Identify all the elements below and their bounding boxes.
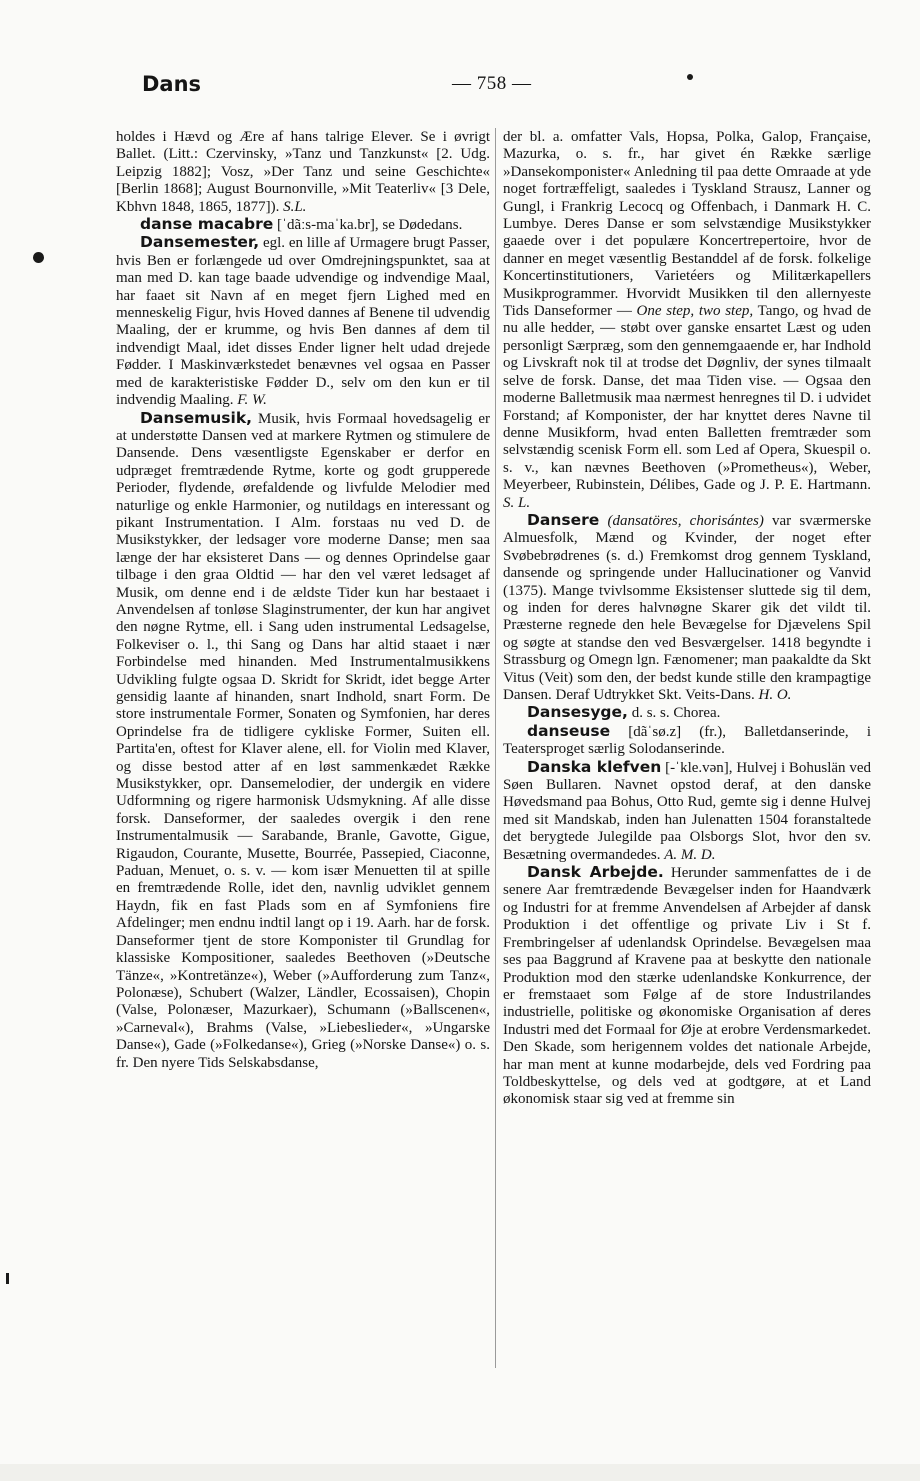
author-signature: S. L. <box>503 494 531 511</box>
entry-text: [ˈdãːs-maˈka.br], se Dødedans. <box>276 217 463 234</box>
author-signature: F. W. <box>237 392 267 409</box>
column-divider <box>495 128 496 1368</box>
author-signature: S.L. <box>283 198 307 215</box>
entry-dansemusik <box>116 410 490 1072</box>
entry-text: egl. en lille af Urmagere brugt Passer, hvis Ben er forlængede ud over Omdrejningspunktet, saa at man med D. kan tage baade udvendige og indvendige Maal, har faaet sit Navn af en meget fjern Lighed med en menneskelig Figur, hvis Hoved dannes af Benene til udvendig Maaling, der er krumme, og hvis Ben dannes af dem til indvendigt Maal, idet disses Ender ligner helt udad drejede Fødder. I Maskinværkstedet benævnes vel ogsaa en Passer med de karakteristiske Fødder D., selv om den kun er til indvendig Maaling. <box>116 235 490 409</box>
header-dot-mark <box>687 74 693 80</box>
entry-text: d. s. s. Chorea. <box>631 705 721 722</box>
right-column <box>503 129 871 1109</box>
entry-text: holdes i Hævd og Ære af hans talrige Elever. Se i øvrigt Ballet. (Litt.: Czervinsky, »Tanz und Tanzkunst« [2. Udg. Leipzig 1882]; Vosz, »Der Tanz und seine Geschichte« [Berlin 1868]; August Bournonville, »Mit Teaterliv« [3 Dele, Kbhvn 1848, 1865, 1877]). <box>116 129 490 215</box>
entry-headword: Dansesyge, <box>527 703 628 722</box>
entry-text: [-ˈkle.vən], Hulvej i Bohuslän ved Søen Bullaren. Navnet opstod deraf, at den danske Høvedsmand paa Bohus, Otto Rud, gemte sig i denne Hulvej med sit Mandskab, inden han Julenatten 1504 foranstaltede det berygtede Julegilde paa Olsborgs Slot, hvor den sv. Besætning overmandedes. <box>503 759 871 863</box>
entry-headword: danse macabre <box>140 215 274 234</box>
author-signature: A. M. D. <box>664 846 716 863</box>
entry-headword: danseuse <box>527 721 611 740</box>
entry-danska-klefven <box>503 759 871 864</box>
entry-headword: Dansk Arbejde. <box>527 863 664 882</box>
entry-dansk-arbejde <box>503 864 871 1109</box>
entry-dansere <box>503 512 871 704</box>
entry-text: var sværmerske Almuesfolk, Mænd og Kvinder, der noget efter Svøbebrødrenes (s. d.) Fremkomst drog gennem Tyskland, dansende og springende under Hallucinationer og Vanvid (1375). Mange tvivlsomme Eksistenser sluttede sig til dem, og inden for deres halvnøgne Skarer gik det vildt til. Præsterne regnede den hele Bevægelse for Djævelens Spil og søgte at standse den ved Besværgelser. 1418 begyndte i Strassburg og Omegn lgn. Fænomener; man paakaldte da Skt Vitus (Veit) som den, der bedst kunde stille den krampagtige Dansen. Deraf Udtrykket Skt. Veits-Dans. <box>503 512 872 703</box>
entry-dansesyge <box>503 704 871 722</box>
entry-danse-macabre <box>116 216 490 234</box>
entry-danseuse <box>503 723 871 759</box>
entry-text: [dãˈsø.z] (fr.), Balletdanserinde, i Teatersproget særlig Solodanserinde. <box>503 723 871 758</box>
margin-tick-mark <box>6 1273 9 1284</box>
entry-headword: Danska klefven <box>527 757 662 776</box>
entry-continuation <box>503 129 871 512</box>
entry-italic-text: (dansatöres, chorisántes) <box>607 512 764 529</box>
entry-text: der bl. a. omfatter Vals, Hopsa, Polka, Galop, Française, Mazurka, o. s. fr., har givet én Række særlige »Dansekomponister« Anledning til paa dette Omraade at yde noget fortræffeligt, saaledes i Tyskland Strausz, Lanner og Gungl, i Frankrig Lecocq og Offenbach, i Danmark H. C. Lumbye. Deres Danse er som selvstændige Musikstykker gaaede over i det populære Koncertrepertoire, hvor de danner en meget væsentlig Bestanddel af de forsk. folkelige Koncertinstitutioners, Varietéers og Militærkapellers Musikprogrammer. Hvorvidt Musikken til den allernyeste Tids Danseformer — <box>503 129 871 320</box>
entry-text: Herunder sammenfattes de i de senere Aar fremtrædende Bevægelser inden for Haandværk og Industri for at fremme Anvendelsen af Arbejder af dansk Produktion i det offentlige og private Liv i St f. Frembringelser af udenlandsk Oprindelse. Bevægelsen maa ses paa Baggrund af Kravene paa at beskytte den nationale Produktion mod den stærke udenlandske Konkurrence, der er fremstaaet som Følge af de store Industrilandes industrielle, politiske og økonomiske Organisation af deres Industri med det Formaal for Øje at erobre Verdensmarkedet. Den Skade, som herigennem voldes det nationale Arbejde, har man ment at kunne modarbejde, dels ved Fordring paa Toldbeskyttelse, og dels ved at godtgøre, at et Land økonomisk staar sig ved at fremme sin <box>503 865 871 1108</box>
left-column <box>116 129 490 1072</box>
entry-dansemester <box>116 234 490 409</box>
entry-headword: Dansemusik, <box>140 408 253 427</box>
margin-dot-mark <box>33 252 44 263</box>
entry-italic-text: One step, two step, <box>636 303 754 320</box>
running-headword: Dans <box>142 72 202 96</box>
entry-headword: Dansere <box>527 510 600 529</box>
page-number: — 758 — <box>452 73 532 94</box>
entry-text: Tango, og hvad de nu alle hedder, — støbt over ganske ensartet Læst og uden personligt Særpræg, som den gennemgaaende er, har Indhold og Livskraft nok til at trodse det Døgnliv, der synes tilmaalt selve de forsk. Danse, det maa Tiden vise. — Ogsaa den moderne Balletmusik maa nærmest henregnes til D. i udvidet Forstand; af Komponister, der har knyttet deres Navne til denne Musikform, hvad enten Balletten fremtræder som selvstændig scenisk Form ell. som Led af Opera, Skuespil o. s. v., kan nævnes Beethoven (»Prometheus«), Weber, Meyerbeer, Rubinstein, Délibes, Gade og J. P. E. Hartmann. <box>503 303 872 494</box>
page-bottom-margin <box>0 1464 920 1481</box>
entry-headword: Dansemester, <box>140 233 260 252</box>
entry-continuation <box>116 129 490 216</box>
author-signature: H. O. <box>758 687 792 703</box>
page-header <box>0 66 920 106</box>
entry-text: Musik, hvis Formaal hovedsagelig er at understøtte Dansen ved at markere Rytmen og stimulere de Dansende. Dens væsentligste Egenskaber er derfor en udpræget fremtrædende Rytme, korte og godt grupperede Perioder, flydende, ørefaldende og livfulde Melodier med naturlige og enkle Harmonier, og nutildags en interessant og pikant Instrumentation. I Alm. forstaas nu ved D. de Musikstykker, der ledsager vore moderne Danse; men saa længe der har eksisteret Dans — og dennes Oprindelse gaar tilbage i den graa Oldtid — har den vel været ledsaget af Musik, om denne end i de ældste Tider kun har bestaaet i Anvendelsen af tonløse Slaginstrumenter, der kun har angivet den nøgne Rytme, ell. i Sang uden instrumental Ledsagelse, Folkeviser o. l., thi Sang og Dans har altid staaet i nær Forbindelse med hinanden. Med Instrumentalmusikkens Udvikling fulgte ogsaa D. Skridt for Skridt, idet begge Arter gensidig laante af hinanden, snart Indhold, snart Form. De store instrumentale Former, Sonaten og Symfonien, har deres Oprindelse fra de tidligere cykliske Former, Suiten ell. Partita'en, oftest for Klaver alene, ell. for Violin med Klaver, og disse bestod atter af en løst sammenkædet Række Musikstykker, opr. Dansemelodier, der undergik en videre Udformning og rigere harmonisk Udsmykning. Af alle disse forsk. Danseformer, der saaledes overgik i den rene Instrumentalmusik — Sarabande, Branle, Gavotte, Gigue, Rigaudon, Courante, Musette, Bourrée, Passepied, Ciaconne, Paduan, Menuet, o. s. v. — kom især Menuetten til at spille en fremtrædende Rolle, idet den, navnlig udviklet gennem Haydn, fik en fast Plads som en af Symfoniens fire Afdelinger; men endnu indtil langt op i 19. Aarh. har de forsk. Danseformer tjent de store Komponister til Grundlag for klassiske Kompositioner, saaledes Beethoven (»Deutsche Tänze«, »Kontretänze«), Weber (»Aufforderung zum Tanz«, Polonæse), Schubert (Walzer, Ländler, Ecossaisen), Chopin (Valse, Polonæser, Mazurkaer), Schumann (»Ballscenen«, »Carneval«), Brahms (Valse, »Liebeslieder«, »Ungarske Danse«), Gade (»Folkedanse«), Grieg (»Norske Danse«) o. s. fr. Den nyere Tids Selskabsdanse, <box>116 410 490 1071</box>
